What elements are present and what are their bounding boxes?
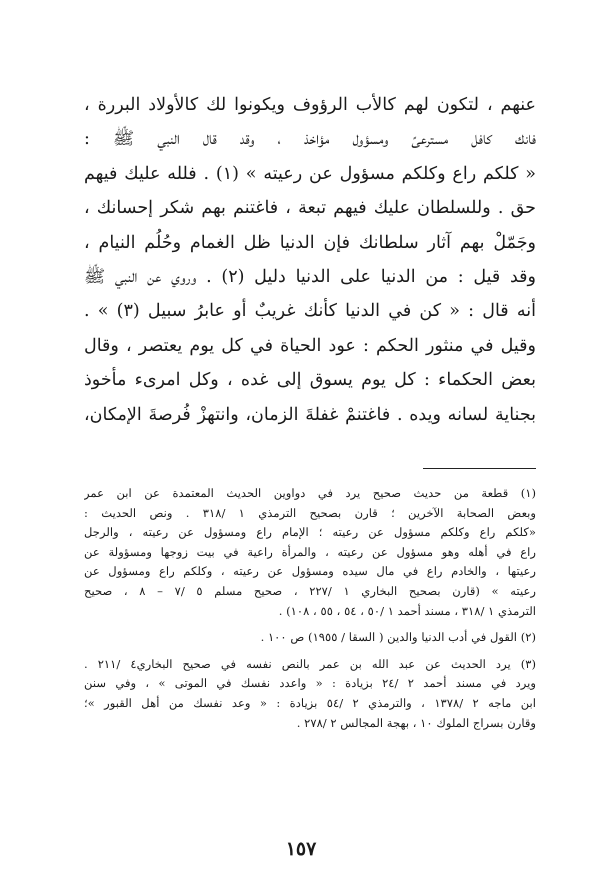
footnote-line: الترمذي ١ /٣١٨ ، مسند أحمد ١ /٥٠ ، ٥٤ ، ٥٥ ، ١٠٨) . [278,603,536,618]
page-number: ١٥٧ [285,838,317,860]
text-line: أنه قال : « كن في الدنيا كأنك غريبٌ أو عابرُ سبيل (٣) » . [84,301,536,322]
footnote-2 [84,628,536,648]
footnote-line: (١) قطعة من حديث صحيح يرد في دواوين الحديث المعتمدة عن ابن عمر [84,486,536,500]
footnote-line: ويرد في مسند أحمد ٢ /٢٤ بزيادة : « واعدد نفسك في الموتى » ، وفي سنن [84,676,536,691]
text-line: وقد قيل : من الدنيا على الدنيا دليل (٢) . وروي عن النبي ﷺ [84,266,536,287]
footnote-line: وبعض الصحابة الآخرين ؛ قارن بصحيح الترمذي ١ /٣١٨ . ونص الحديث : [84,505,536,520]
footnotes-block [84,484,536,733]
footnote-line: وقارن بسراج الملوك ١٠ ، بهجة المجالس ٢ /٢٧٨ . [296,715,536,730]
footnote-separator [423,468,536,469]
text-line: بجناية لسانه ويده . فاغتنمْ غفلةَ الزمان، وانتهزْ فُرصةَ الإمكان، [84,404,536,425]
footnote-3 [84,655,536,733]
footnote-line: (٢) القول في أدب الدنيا والدين ( السقا / ١٩٥٥) ص ١٠٠ . [260,630,536,645]
footnote-1 [84,484,536,621]
text-line: وجَمّلْ بهم آثار سلطانك فإن الدنيا ظل الغمام وحُلُم النيام ، [84,232,536,253]
text-line: بعض الحكماء : كل يوم يسوق إلى غده ، وكل امرىء مأخوذ [84,370,536,391]
footnote-line: ابن ماجه ٢ /١٣٧٨ ، والترمذي ٢ /٥٤ بزيادة : « وعد نفسك من أهل القبور »؛ [84,695,536,710]
footnote-line: (٣) يرد الحديث عن عبد الله بن عمر بالنص نفسه في صحيح البخاري٤ /٢١١ . [84,656,536,671]
footnote-line: رعيتها ، والخادم راع في مال سيده ومسؤول عن رعيته ، وكلكم راع ومسؤول عن [84,564,536,579]
footnote-line: راع في أهله وهو مسؤول عن رعيته ، والمرأة راعية في بيت زوجها ومسؤولة عن [84,544,536,559]
text-line: عنهم ، لتكون لهم كالأب الرؤوف ويكونوا لك كالأولاد البررة ، [84,95,536,115]
text-line: فانك كافل مسترعىً ومسؤول مؤاخذ ، وقد قال النبي ﷺ : [84,129,536,150]
text-line: حق . وللسلطان عليك فيهم تبعة ، فاغتنم بهم شكر إحسانك ، [84,198,536,219]
footnote-line: رعيته » (قارن بصحيح البخاري ١ /٢٢٧ ، صحيح مسلم ٥ /٧ – ٨ ، صحيح [84,583,536,598]
main-text-block [84,88,536,432]
footnote-line: «كلكم راع وكلكم مسؤول عن رعيته ؛ الإمام راع ومسؤول عن رعيته ، والرجل [84,525,536,540]
text-line: « كلكم راع وكلكم مسؤول عن رعيته » (١) . فلله عليك فيهم [84,163,536,184]
text-line: وقيل في منثور الحكم : عود الحياة في كل يوم يعتصر ، وقال [84,335,536,356]
